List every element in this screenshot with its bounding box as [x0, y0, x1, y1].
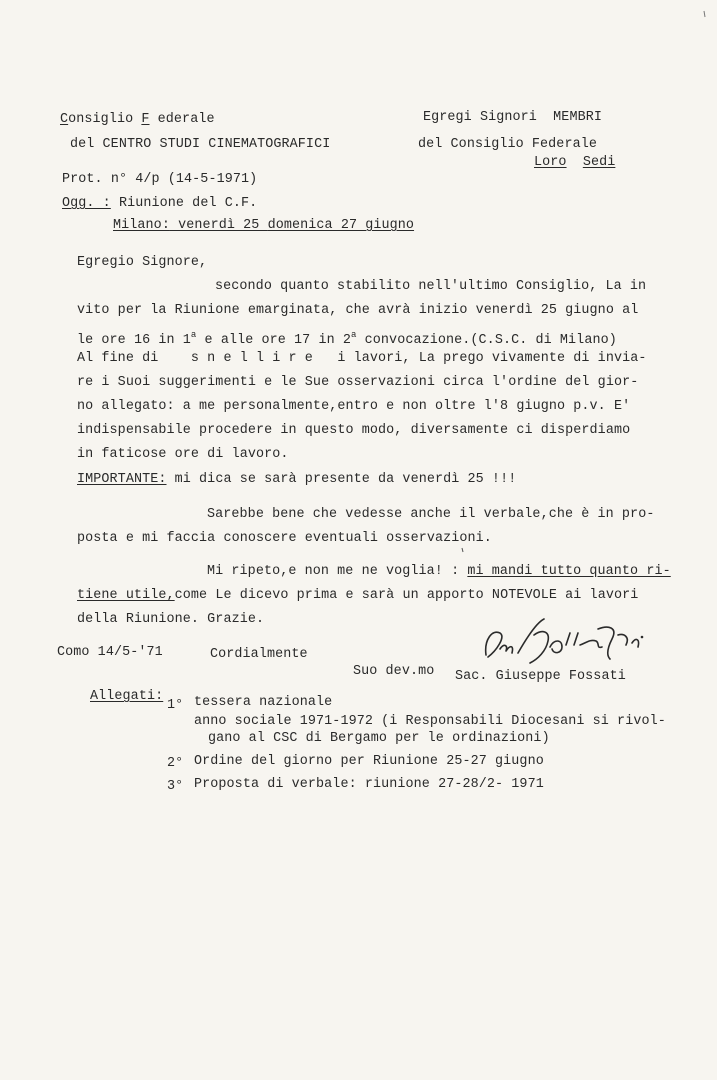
- body-line: indispensabile procedere in questo modo, diversamente ci disperdiamo: [77, 423, 631, 438]
- scan-mark: [700, 10, 708, 18]
- recipient-line-3: Loro Sedi: [534, 155, 616, 170]
- body-line: Sarebbe bene che vedesse anche il verbale,che è in pro-: [207, 507, 655, 522]
- body-line: Mi ripeto,e non me ne voglia! : mi mandi tutto quanto ri-: [207, 564, 671, 579]
- recipient-line-1: Egregi Signori MEMBRI: [423, 110, 602, 125]
- body-line: della Riunione. Grazie.: [77, 612, 265, 627]
- body-line: vito per la Riunione emarginata, che avrà inizio venerdì 25 giugno al: [77, 303, 639, 318]
- body-line: tiene utile,come Le dicevo prima e sarà un apporto NOTEVOLE ai lavori: [77, 588, 639, 603]
- body-line: in faticose ore di lavoro.: [77, 447, 289, 462]
- signer-name: Sac. Giuseppe Fossati: [455, 669, 626, 684]
- salutation: Egregio Signore,: [77, 255, 208, 270]
- body-line: re i Suoi suggerimenti e le Sue osservazioni circa l'ordine del gior-: [77, 375, 639, 390]
- closing-regards: Cordialmente: [210, 647, 308, 662]
- scan-mark: [460, 547, 466, 553]
- sender-line-2: del CENTRO STUDI CINEMATOGRAFICI: [70, 137, 331, 152]
- attachment-item: Ordine del giorno per Riunione 25-27 giugno: [194, 754, 544, 769]
- attachment-item: Proposta di verbale: riunione 27-28/2- 1971: [194, 777, 544, 792]
- subject-line-2: Milano: venerdì 25 domenica 27 giugno: [113, 218, 415, 233]
- body-line: no allegato: a me personalmente,entro e non oltre l'8 giugno p.v. E': [77, 399, 631, 414]
- body-line: posta e mi faccia conoscere eventuali osservazioni.: [77, 531, 492, 546]
- handwritten-signature: [478, 615, 653, 673]
- sender-line-1: Consiglio F ederale: [60, 112, 215, 127]
- body-line: Al fine di s n e l l i r e i lavori, La prego vivamente di invia-: [77, 351, 647, 366]
- attachment-number: 1°: [167, 698, 184, 713]
- important-note: IMPORTANTE: mi dica se sarà presente da venerdì 25 !!!: [77, 472, 517, 487]
- attachments-label: Allegati:: [90, 689, 164, 704]
- attachment-item: tessera nazionale: [194, 695, 333, 710]
- closing-suo: Suo dev.mo: [353, 664, 435, 679]
- body-line: secondo quanto stabilito nell'ultimo Consiglio, La in: [215, 279, 647, 294]
- place-date: Como 14/5-'71: [57, 645, 163, 660]
- attachment-number: 2°: [167, 756, 184, 771]
- attachment-number: 3°: [167, 779, 184, 794]
- protocol-number: Prot. n° 4/p (14-5-1971): [62, 172, 258, 187]
- attachment-item: gano al CSC di Bergamo per le ordinazioni): [208, 731, 550, 746]
- attachment-item: anno sociale 1971-1972 (i Responsabili Diocesani si rivol-: [194, 714, 666, 729]
- body-line: le ore 16 in 1$^a$ e alle ore 17 in 2$^a$ convocazione.(C.S.C. di Milano): [77, 330, 617, 348]
- subject-line: Ogg. : Riunione del C.F.: [62, 196, 258, 211]
- recipient-line-2: del Consiglio Federale: [418, 137, 597, 152]
